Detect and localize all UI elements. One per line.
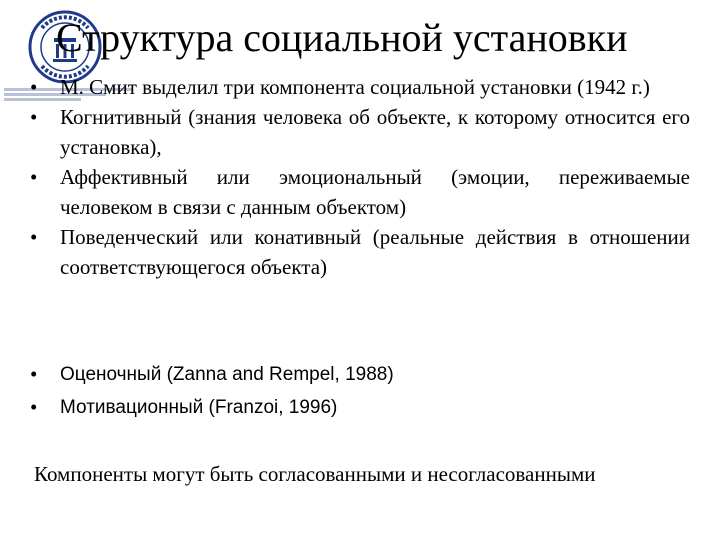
bullet-dot: • (30, 75, 38, 99)
bullet-item (30, 102, 690, 162)
bullet-text: Когнитивный (знания человека об объекте, к которому относится его установка), (60, 105, 690, 159)
bullet-item (30, 222, 690, 282)
bullet-text: Оценочный (Zanna and Rempel, 1988) (60, 364, 394, 385)
bullet-text: Аффективный или эмоциональный (эмоции, переживаемые человеком в связи с данным объектом) (60, 165, 690, 219)
bullet-item (30, 162, 690, 222)
bullet-dot: • (30, 395, 38, 419)
main-bullet-list (30, 72, 690, 282)
bullet-text: М. Смит выделил три компонента социальной установки (1942 г.) (60, 75, 650, 99)
bullet-dot: • (30, 165, 38, 189)
bullet-item (30, 72, 690, 102)
footer-note: Компоненты могут быть согласованными и несогласованными (34, 462, 596, 486)
bullet-item (30, 358, 690, 391)
bullet-dot: • (30, 105, 38, 129)
bullet-text: Поведенческий или конативный (реальные действия в отношении соответствующегося объекта) (60, 225, 690, 279)
extra-bullet-list (30, 358, 690, 424)
slide-title: Структура социальной установки (56, 15, 628, 60)
bullet-text: Мотивационный (Franzoi, 1996) (60, 397, 338, 418)
bullet-item (30, 391, 690, 424)
bullet-dot: • (30, 362, 38, 386)
bullet-dot: • (30, 225, 38, 249)
